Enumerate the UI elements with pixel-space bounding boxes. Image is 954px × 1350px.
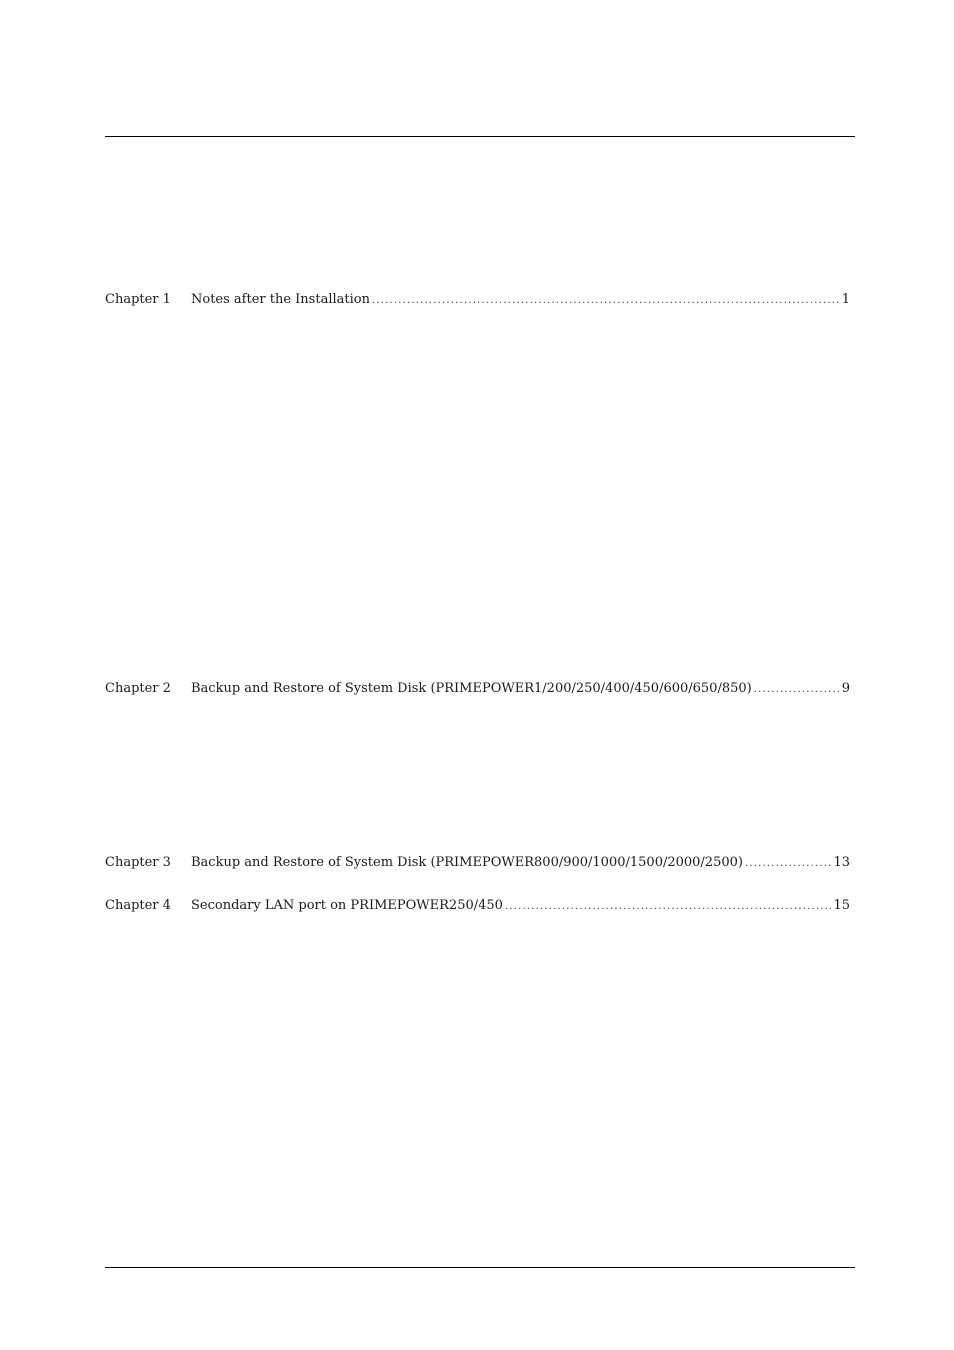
- toc-title: Backup and Restore of System Disk (PRIMEPOWER800/900/1000/1500/2000/2500): [191, 855, 743, 870]
- toc-page-number: 15: [833, 898, 850, 913]
- footer-rule: [105, 1267, 855, 1268]
- toc-page-number: 9: [841, 681, 850, 696]
- toc-title: Secondary LAN port on PRIMEPOWER250/450: [191, 898, 503, 913]
- toc-dot-leader: [372, 291, 840, 311]
- toc-entry-chapter-4[interactable]: [105, 896, 850, 916]
- toc-dot-leader: [745, 854, 831, 874]
- toc-chapter-label: Chapter 3: [105, 855, 171, 870]
- toc-title: Notes after the Installation: [191, 292, 370, 307]
- toc-dot-leader: [505, 897, 832, 917]
- toc-chapter-label: Chapter 1: [105, 292, 171, 307]
- toc-chapter-label: Chapter 4: [105, 898, 171, 913]
- toc-entry-chapter-3[interactable]: [105, 853, 850, 873]
- toc-entry-chapter-2[interactable]: [105, 679, 850, 699]
- toc-page-number: 13: [833, 855, 850, 870]
- toc-dot-leader: [754, 680, 840, 700]
- toc-entry-chapter-1[interactable]: [105, 290, 850, 310]
- toc-chapter-label: Chapter 2: [105, 681, 171, 696]
- toc-title: Backup and Restore of System Disk (PRIMEPOWER1/200/250/400/450/600/650/850): [191, 681, 752, 696]
- header-rule: [105, 136, 855, 137]
- toc-page-number: 1: [841, 292, 850, 307]
